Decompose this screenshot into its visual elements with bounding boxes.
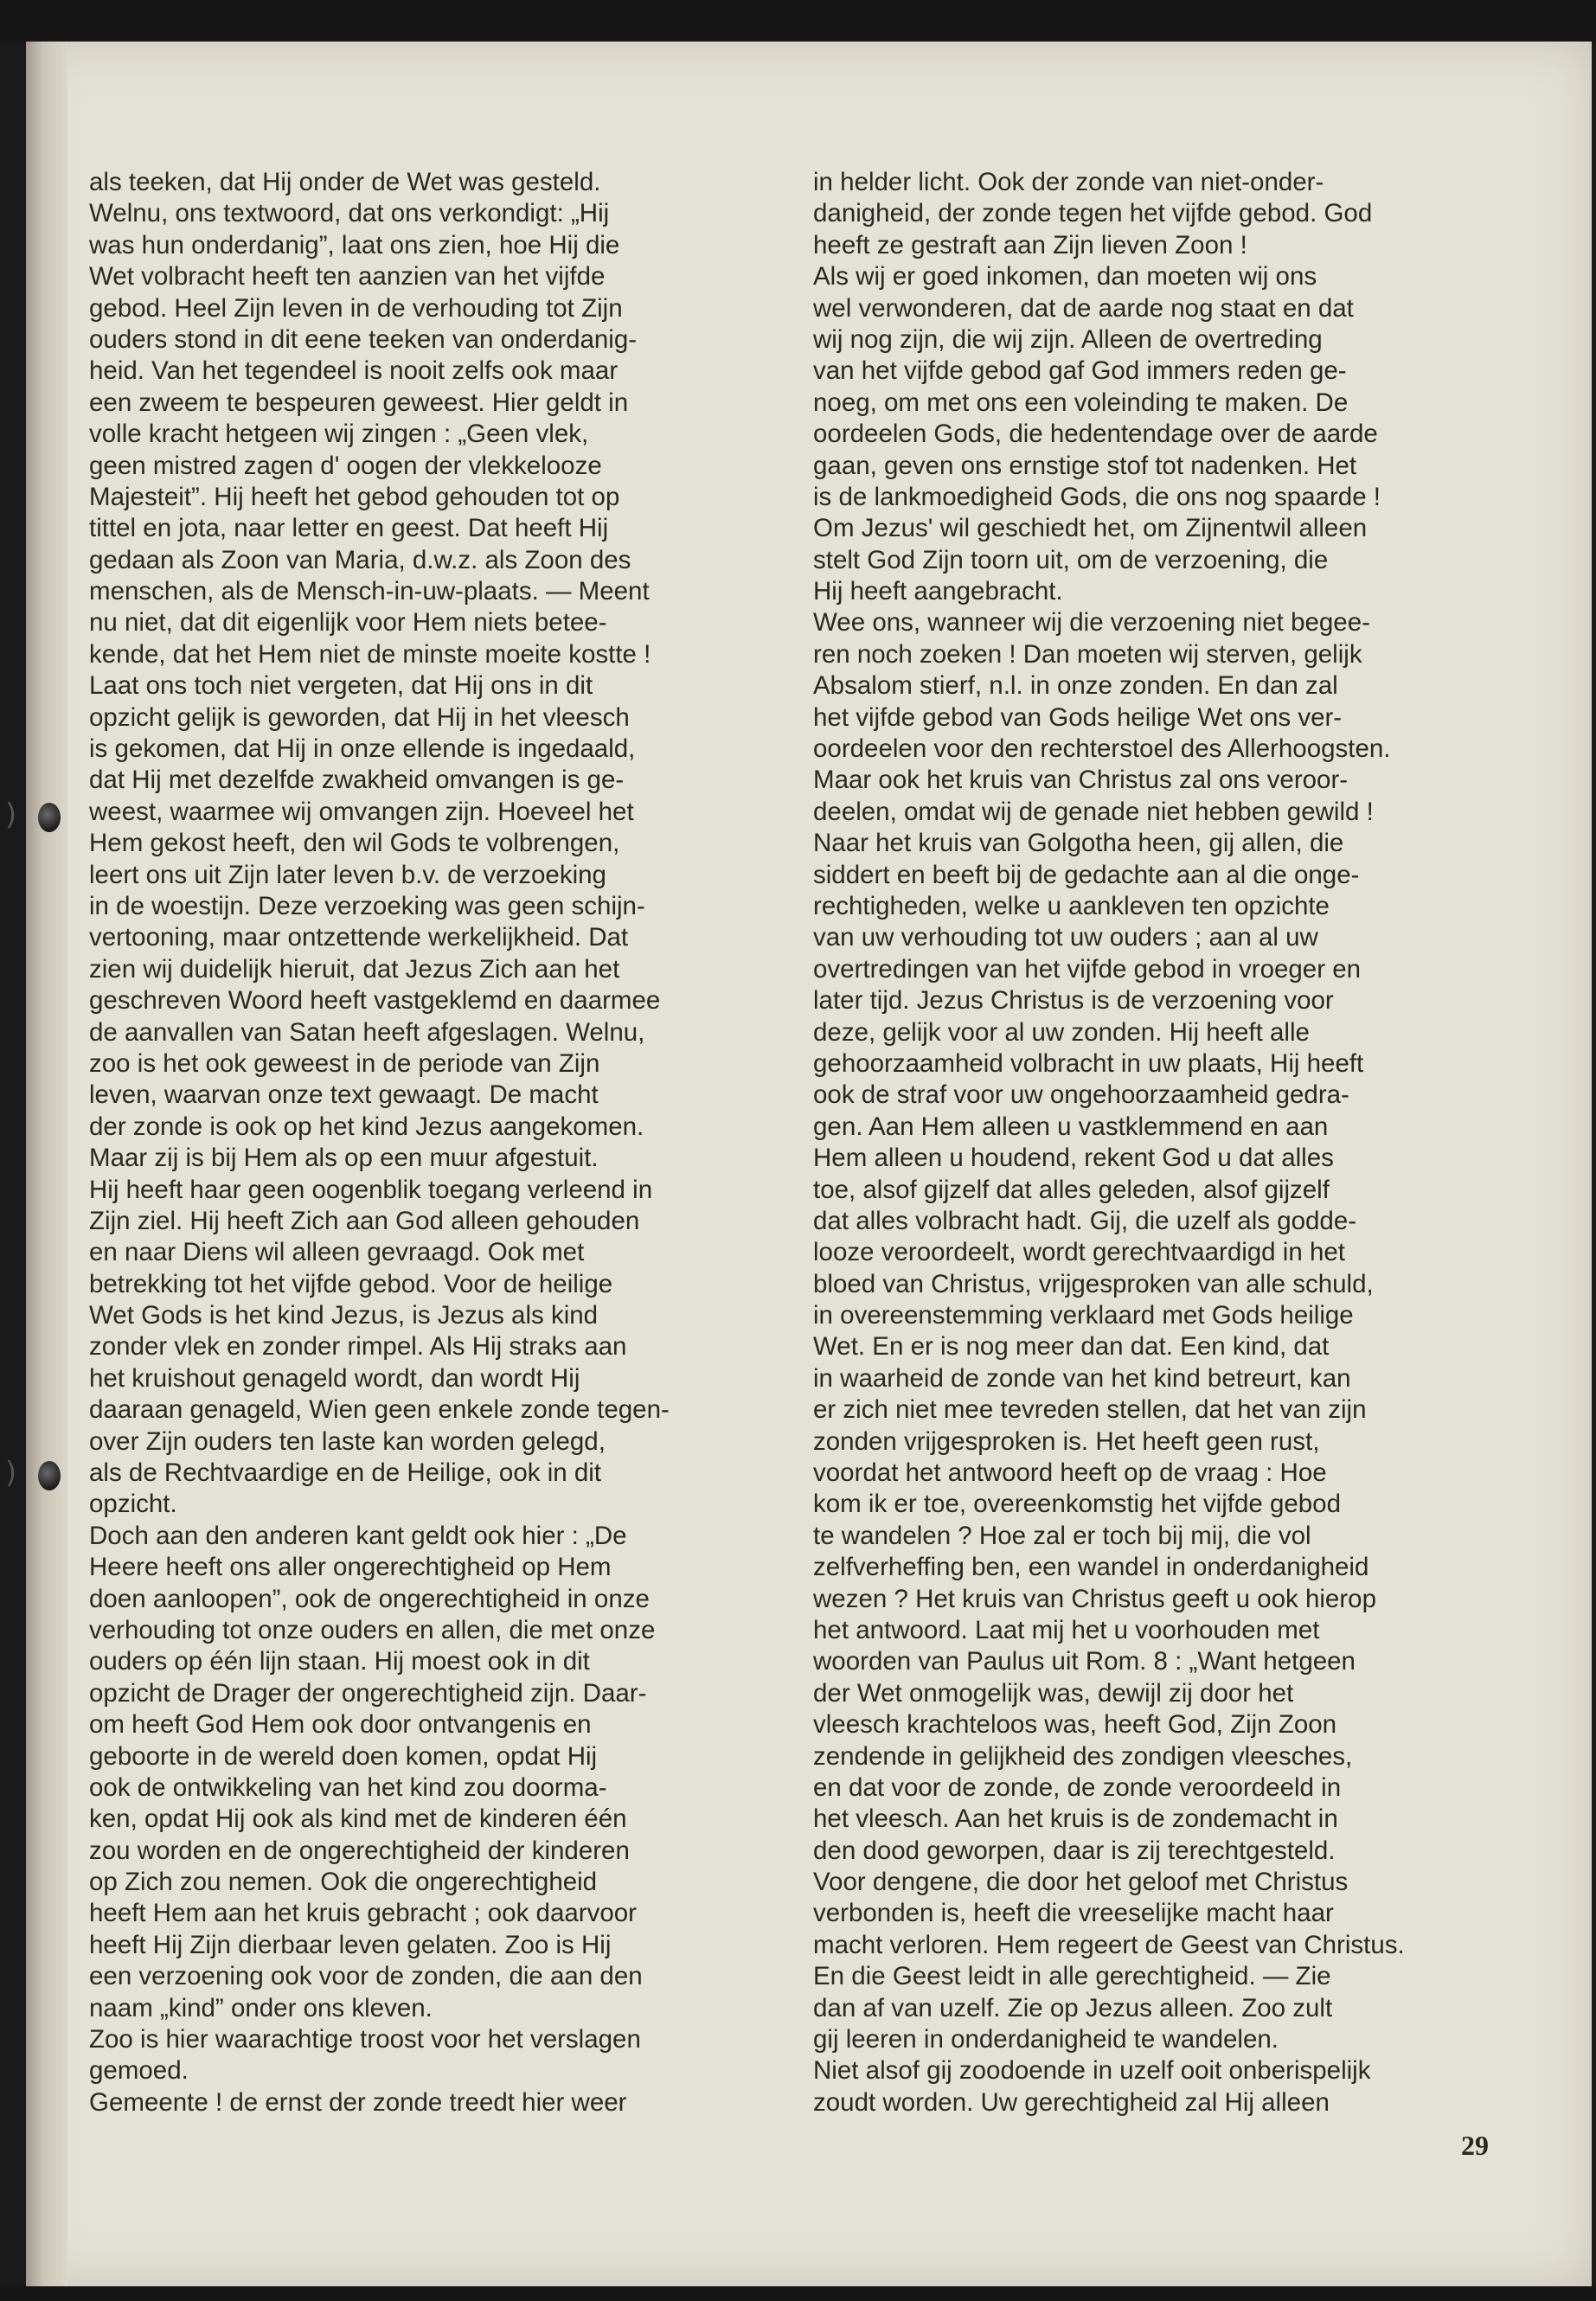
text-line: daaraan genageld, Wien geen enkele zonde tegen-: [89, 1395, 670, 1425]
text-line: dat Hij met dezelfde zwakheid omvangen is ge-: [89, 766, 625, 795]
text-line: stelt God Zijn toorn uit, om de verzoening, die: [813, 545, 1329, 574]
text-line: Doch aan den anderen kant geldt ook hier : „De: [89, 1521, 627, 1550]
text-line: in waarheid de zonde van het kind betreurt, kan: [813, 1363, 1351, 1393]
text-line: Zijn ziel. Hij heeft Zich aan God alleen gehouden: [89, 1206, 640, 1235]
text-line: gehoorzaamheid volbracht in uw plaats, Hij heeft: [813, 1048, 1364, 1078]
text-line: zonder vlek en zonder rimpel. Als Hij straks aan: [89, 1332, 627, 1362]
text-line: gedaan als Zoon van Maria, d.w.z. als Zoon des: [89, 545, 631, 574]
text-line: Maar ook het kruis van Christus zal ons veroor-: [813, 766, 1349, 795]
text-line: tittel en jota, naar letter en geest. Dat heeft Hij: [89, 514, 609, 543]
text-line: siddert en beeft bij de gedachte aan al die onge-: [813, 860, 1360, 889]
text-line: Hij heeft haar geen oogenblik toegang verleend in: [89, 1175, 653, 1204]
text-line: bloed van Christus, vrijgesproken van alle schuld,: [813, 1269, 1374, 1298]
text-line: geschreven Woord heeft vastgeklemd en daarmee: [89, 986, 661, 1016]
text-line: oordeelen voor den rechterstoel des Allerhoogsten.: [813, 734, 1391, 764]
text-line: ouders op één lijn staan. Hij moest ook in dit: [89, 1647, 590, 1676]
text-line: van het vijfde gebod gaf God immers reden ge-: [813, 356, 1347, 386]
text-line: noeg, om met ons een voleinding te maken. De: [813, 388, 1349, 417]
text-line: wel verwonderen, dat de aarde nog staat en dat: [813, 293, 1354, 323]
text-line: toe, alsof gijzelf dat alles geleden, alsof gijzelf: [813, 1175, 1330, 1204]
text-line: in overeenstemming verklaard met Gods heilige: [813, 1301, 1354, 1330]
text-line: over Zijn ouders ten laste kan worden gelegd,: [89, 1426, 606, 1456]
text-line: ook de ontwikkeling van het kind zou doorma-: [89, 1772, 607, 1802]
text-line: Zoo is hier waarachtige troost voor het verslagen: [89, 2025, 641, 2054]
text-line: Niet alsof gij zoodoende in uzelf ooit onberispelijk: [813, 2056, 1371, 2086]
text-line: ken, opdat Hij ook als kind met de kinderen één: [89, 1804, 627, 1834]
text-line: het vleesch. Aan het kruis is de zondemacht in: [813, 1804, 1338, 1834]
text-line: der Wet onmogelijk was, dewijl zij door het: [813, 1678, 1294, 1708]
text-line: Absalom stierf, n.l. in onze zonden. En dan zal: [813, 671, 1338, 701]
text-line: geen mistred zagen d' oogen der vlekkelooze: [89, 451, 602, 480]
text-line: der zonde is ook op het kind Jezus aangekomen.: [89, 1112, 644, 1141]
staple-mark-top: ): [5, 798, 17, 832]
text-line: gen. Aan Hem alleen u vastklemmend en aan: [813, 1112, 1329, 1141]
text-line: voordat het antwoord heeft op de vraag : Hoe: [813, 1458, 1327, 1488]
text-line: op Zich zou nemen. Ook die ongerechtigheid: [89, 1868, 598, 1897]
text-line: danigheid, der zonde tegen het vijfde gebod. God: [813, 199, 1373, 228]
text-line: den dood geworpen, daar is zij terechtgesteld.: [813, 1836, 1336, 1865]
book-binding-edge: [26, 42, 67, 2286]
text-line: vertooning, maar ontzettende werkelijkheid. Dat: [89, 923, 629, 952]
scan-bottom-border: [0, 2286, 1596, 2301]
text-line: wij nog zijn, die wij zijn. Alleen de overtreding: [813, 324, 1323, 354]
text-line: wezen ? Het kruis van Christus geeft u ook hierop: [813, 1584, 1376, 1613]
text-line: kom ik er toe, overeenkomstig het vijfde gebod: [813, 1490, 1341, 1519]
text-line: menschen, als de Mensch-in-uw-plaats. — Meent: [89, 577, 650, 606]
text-line: is gekomen, dat Hij in onze ellende is ingedaald,: [89, 734, 636, 764]
text-line: zendende in gelijkheid des zondigen vleesches,: [813, 1741, 1353, 1771]
text-line: nu niet, dat dit eigenlijk voor Hem niets betee-: [89, 608, 607, 638]
text-line: als teeken, dat Hij onder de Wet was gesteld.: [89, 168, 601, 196]
text-line: dan af van uzelf. Zie op Jezus alleen. Zoo zult: [813, 1993, 1333, 2022]
text-line: macht verloren. Hem regeert de Geest van Christus.: [813, 1930, 1405, 1959]
text-line: Maar zij is bij Hem als op een muur afgestuit.: [89, 1144, 599, 1173]
text-line: heeft Hem aan het kruis gebracht ; ook daarvoor: [89, 1899, 637, 1928]
text-line: En die Geest leidt in alle gerechtigheid. — Zie: [813, 1962, 1331, 1991]
text-line: later tijd. Jezus Christus is de verzoening voor: [813, 986, 1334, 1016]
text-line: het kruishout genageld wordt, dan wordt Hij: [89, 1363, 580, 1393]
text-line: gij leeren in onderdanigheid te wandelen.: [813, 2025, 1279, 2054]
text-line: Voor dengene, die door het geloof met Christus: [813, 1868, 1349, 1897]
text-line: Majesteit”. Hij heeft het gebod gehouden tot op: [89, 482, 620, 511]
text-line: Als wij er goed inkomen, dan moeten wij ons: [813, 262, 1317, 292]
text-line: geboorte in de wereld doen komen, opdat Hij: [89, 1741, 598, 1771]
text-line: verhouding tot onze ouders en allen, die met onze: [89, 1615, 656, 1644]
text-line: Hem gekost heeft, den wil Gods te volbrengen,: [89, 829, 620, 858]
text-line: Naar het kruis van Golgotha heen, gij allen, die: [813, 829, 1344, 858]
text-line: volle kracht hetgeen wij zingen : „Geen vlek,: [89, 420, 589, 449]
text-line: woorden van Paulus uit Rom. 8 : „Want hetgeen: [813, 1647, 1356, 1676]
text-line: zelfverheffing ben, een wandel in onderdanigheid: [813, 1553, 1369, 1582]
text-line: zonden vrijgesproken is. Het heeft geen rust,: [813, 1426, 1320, 1456]
scan-top-border: [0, 0, 1596, 42]
text-line: weest, waarmee wij omvangen zijn. Hoeveel het: [89, 797, 634, 826]
text-line: het antwoord. Laat mij het u voorhouden met: [813, 1615, 1320, 1644]
text-line: om heeft God Hem ook door ontvangenis en: [89, 1710, 592, 1740]
text-line: zou worden en de ongerechtigheid der kinderen: [89, 1836, 630, 1865]
text-line: is de lankmoedigheid Gods, die ons nog spaarde !: [813, 482, 1381, 511]
text-line: verbonden is, heeft die vreeselijke macht haar: [813, 1899, 1334, 1928]
text-line: dat alles volbracht hadt. Gij, die uzelf als godde-: [813, 1206, 1357, 1235]
text-line: heeft ze gestraft aan Zijn lieven Zoon !: [813, 230, 1247, 260]
text-line: leert ons uit Zijn later leven b.v. de verzoeking: [89, 860, 606, 889]
text-line: Wet. En er is nog meer dan dat. Een kind, dat: [813, 1332, 1330, 1362]
staple-bottom: [38, 1461, 61, 1490]
text-line: ren noch zoeken ! Dan moeten wij sterven, gelijk: [813, 639, 1362, 669]
text-line: gaan, geven ons ernstige stof tot nadenken. Het: [813, 451, 1357, 480]
page-number: 29: [1461, 2130, 1489, 2161]
text-line: heid. Van het tegendeel is nooit zelfs ook maar: [89, 356, 619, 386]
text-line: Welnu, ons textwoord, dat ons verkondigt: „Hij: [89, 199, 610, 228]
text-line: oordeelen Gods, die hedentendage over de aarde: [813, 420, 1378, 449]
text-line: in helder licht. Ook der zonde van niet-onder-: [813, 168, 1324, 196]
left-text-column: [89, 167, 772, 2118]
text-line: een verzoening ook voor de zonden, die aan den: [89, 1962, 643, 1991]
text-line: ook de straf voor uw ongehoorzaamheid gedra-: [813, 1080, 1349, 1110]
text-line: Wet volbracht heeft ten aanzien van het vijfde: [89, 262, 606, 292]
text-line: zoo is het ook geweest in de periode van Zijn: [89, 1048, 600, 1078]
text-line: Om Jezus' wil geschiedt het, om Zijnentwil alleen: [813, 514, 1368, 543]
text-line: deze, gelijk voor al uw zonden. Hij heeft alle: [813, 1017, 1310, 1047]
text-line: vleesch krachteloos was, heeft God, Zijn Zoon: [813, 1710, 1337, 1740]
text-line: Gemeente ! de ernst der zonde treedt hier weer: [89, 2087, 627, 2117]
text-line: Wet Gods is het kind Jezus, is Jezus als kind: [89, 1301, 599, 1330]
text-line: betrekking tot het vijfde gebod. Voor de heilige: [89, 1269, 613, 1298]
text-line: looze veroordeelt, wordt gerechtvaardigd in het: [813, 1238, 1345, 1267]
text-line: en naar Diens wil alleen gevraagd. Ook met: [89, 1238, 585, 1267]
text-line: van uw verhouding tot uw ouders ; aan al uw: [813, 923, 1318, 952]
text-line: overtredingen van het vijfde gebod in vroeger en: [813, 954, 1362, 984]
text-line: was hun onderdanig”, laat ons zien, hoe Hij die: [89, 230, 620, 260]
right-text-column: [813, 167, 1497, 2118]
text-line: Hem alleen u houdend, rekent God u dat alles: [813, 1144, 1334, 1173]
text-line: opzicht gelijk is geworden, dat Hij in het vleesch: [89, 702, 630, 732]
text-line: naam „kind” onder ons kleven.: [89, 1993, 433, 2022]
text-line: Hij heeft aangebracht.: [813, 577, 1063, 606]
text-line: en dat voor de zonde, de zonde veroordeeld in: [813, 1772, 1342, 1802]
text-line: er zich niet mee tevreden stellen, dat het van zijn: [813, 1395, 1367, 1425]
text-line: opzicht de Drager der ongerechtigheid zijn. Daar-: [89, 1678, 647, 1708]
text-line: een zweem te bespeuren geweest. Hier geldt in: [89, 388, 629, 417]
text-line: in de woestijn. Deze verzoeking was geen schijn-: [89, 891, 645, 920]
text-line: doen aanloopen”, ook de ongerechtigheid in onze: [89, 1584, 650, 1613]
text-line: heeft Hij Zijn dierbaar leven gelaten. Zoo is Hij: [89, 1930, 612, 1959]
text-line: leven, waarvan onze text gewaagt. De macht: [89, 1080, 599, 1110]
text-line: Heere heeft ons aller ongerechtigheid op Hem: [89, 1553, 612, 1582]
text-line: kende, dat het Hem niet de minste moeite kostte !: [89, 639, 651, 669]
text-line: opzicht.: [89, 1490, 177, 1519]
text-line: gebod. Heel Zijn leven in de verhouding tot Zijn: [89, 293, 623, 323]
text-line: te wandelen ? Hoe zal er toch bij mij, die vol: [813, 1521, 1311, 1550]
staple-top: [38, 803, 61, 832]
text-line: Wee ons, wanneer wij die verzoening niet begee-: [813, 608, 1370, 638]
text-line: de aanvallen van Satan heeft afgeslagen. Welnu,: [89, 1017, 645, 1047]
text-line: het vijfde gebod van Gods heilige Wet ons ver-: [813, 702, 1343, 732]
staple-mark-bottom: ): [5, 1456, 17, 1490]
text-line: zien wij duidelijk hieruit, dat Jezus Zich aan het: [89, 954, 620, 984]
text-line: rechtigheden, welke u aankleven ten opzichte: [813, 891, 1330, 920]
text-line: Laat ons toch niet vergeten, dat Hij ons in dit: [89, 671, 593, 701]
text-line: als de Rechtvaardige en de Heilige, ook in dit: [89, 1458, 602, 1488]
text-line: deelen, omdat wij de genade niet hebben gewild !: [813, 797, 1374, 826]
text-line: zoudt worden. Uw gerechtigheid zal Hij alleen: [813, 2087, 1330, 2117]
text-line: ouders stond in dit eene teeken van onderdanig-: [89, 324, 638, 354]
text-line: gemoed.: [89, 2056, 189, 2086]
